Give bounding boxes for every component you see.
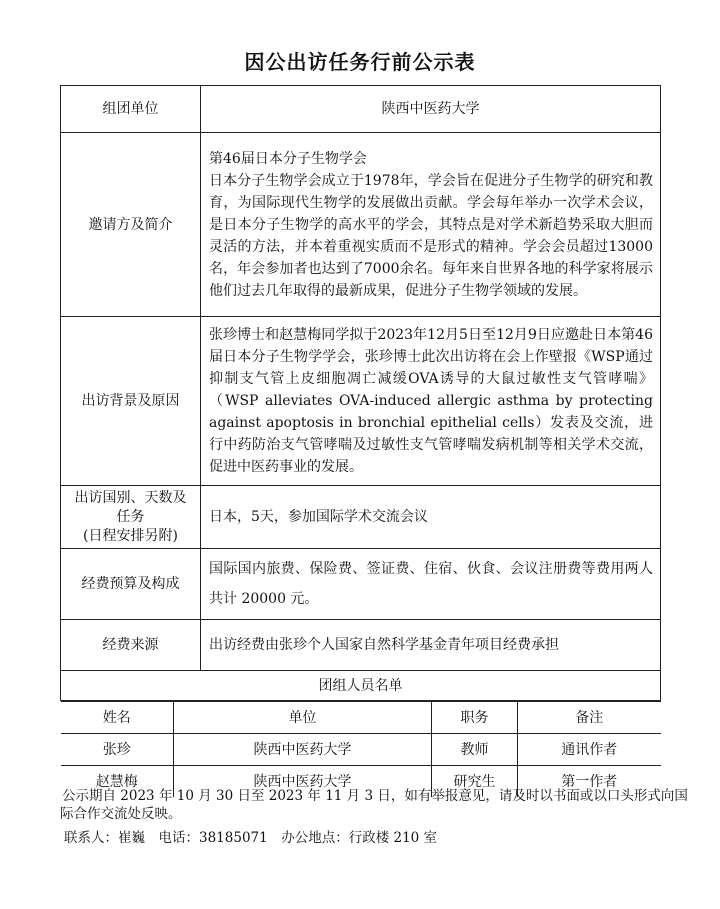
member-unit: 陕西中医药大学 [174,766,432,798]
background-text: 张珍博士和赵慧梅同学拟于2023年12月5日至12月9日应邀赴日本第46届日本分子生物学学会，张珍博士此次出访将在会上作壁报《WSP通过抑制支气管上皮细胞凋亡减缓OVA诱导的大鼠过敏性支气管哮喘》（WSP alleviates OVA-induced allergic asthma by protecting against apoptosis in bronchial epithelial cells）发表及交流，进行中药防治支气管哮喘及过敏性支气管哮喘发病机制等相关学术交流，促进中医药事业的发展。 [201,317,661,486]
members-header-title: 职务 [432,702,518,734]
member-title: 教师 [432,734,518,766]
country-label-line1: 出访国别、天数及 [74,489,187,506]
notice-period-text: 公示期自 2023 年 10 月 30 日至 2023 年 11 月 3 日，如有举报意见，请及时以书面或以口头形式向国际合作交流处反映。 [60,788,688,822]
budget-text: 国际国内旅费、保险费、签证费、住宿、伙食、会议注册费等费用两人共计 20000 元。 [201,549,661,620]
members-header-name: 姓名 [61,702,174,734]
members-container [61,701,661,798]
member-unit: 陕西中医药大学 [174,734,432,766]
background-label: 出访背景及原因 [61,317,201,486]
member-note: 第一作者 [518,766,661,798]
inviter-text-block [209,148,653,302]
inviter-row [61,133,661,317]
members-header-unit: 单位 [174,702,432,734]
inviter-label: 邀请方及简介 [61,133,201,317]
members-row [61,701,661,798]
country-label-line2: 任务 [116,508,145,525]
members-heading: 团组人员名单 [61,671,661,701]
members-table [61,701,661,797]
source-label: 经费来源 [61,620,201,671]
table-row [61,734,661,766]
country-row [61,486,661,549]
org-value: 陕西中医药大学 [201,86,661,133]
budget-label: 经费预算及构成 [61,549,201,620]
member-name: 张珍 [61,734,174,766]
notice-block [60,787,690,847]
notice-contact-text: 联系人：崔巍 电话：38185071 办公地点：行政楼 210 室 [64,830,438,846]
country-label-line3: (日程安排另附) [83,527,178,544]
background-row [61,317,661,486]
member-title: 研究生 [432,766,518,798]
source-value: 出访经费由张珍个人国家自然科学基金青年项目经费承担 [201,620,661,671]
org-label: 组团单位 [61,86,201,133]
members-header-row [61,702,661,734]
disclosure-form-table [60,85,661,797]
country-label [61,486,201,549]
members-header-note: 备注 [518,702,661,734]
source-row [61,620,661,671]
document-title: 因公出访任务行前公示表 [244,50,476,74]
inviter-paragraph: 第46届日本分子生物学会 日本分子生物学会成立于1978年，学会旨在促进分子生物学的研究和教育，为国际现代生物学的发展做出贡献。学会每年举办一次学术会议，是日本分子生物学的高水平的学会，其特点是对学术新趋势采取大胆而灵活的方法，并本着重视实质而不是形式的精神。学会会员超过13000名，年会参加者也达到了7000余名。每年来自世界各地的科学家将展示他们过去几年取得的最新成果，促进分子生物学领域的发展。 [209,150,653,299]
member-name: 赵慧梅 [61,766,174,798]
budget-row [61,549,661,620]
members-heading-row [61,671,661,701]
member-note: 通讯作者 [518,734,661,766]
org-row [61,86,661,133]
country-value: 日本，5天，参加国际学术交流会议 [201,486,661,549]
inviter-text [201,133,661,317]
